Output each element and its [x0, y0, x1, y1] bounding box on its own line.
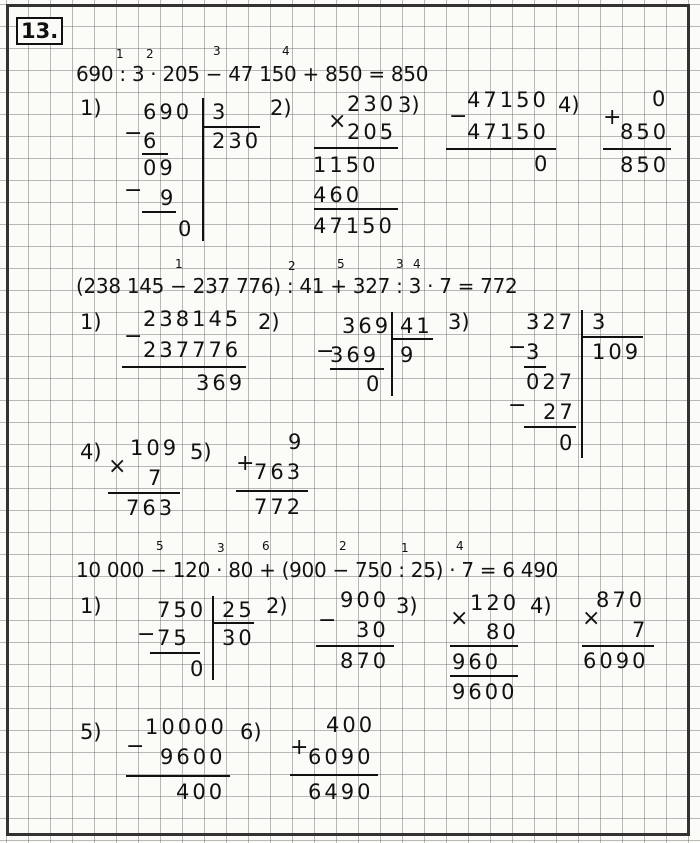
divisor: 25	[222, 598, 255, 622]
remainder: 0	[366, 372, 383, 396]
factor: 205	[347, 120, 397, 144]
sum-line	[314, 208, 398, 210]
divisor-line	[391, 338, 433, 340]
order-mark: 2	[146, 47, 154, 61]
product: 9600	[452, 680, 518, 704]
step-label: 4)	[80, 440, 102, 464]
times-sign: ×	[328, 109, 347, 134]
partial-product: 460	[313, 183, 363, 207]
times-sign: ×	[450, 606, 469, 631]
quotient: 109	[592, 340, 642, 364]
step-label: 3)	[398, 93, 420, 117]
minus-sign: −	[124, 178, 143, 203]
plus-sign: +	[236, 451, 255, 476]
step-label: 6)	[240, 720, 262, 744]
step-label: 1)	[80, 594, 102, 618]
partial-subtrahend: 9	[160, 186, 177, 210]
subtraction-line	[122, 366, 246, 368]
order-mark: 2	[288, 259, 296, 273]
order-mark: 4	[456, 539, 464, 553]
divisor-line	[202, 126, 260, 128]
order-mark: 5	[156, 539, 164, 553]
partial-subtrahend: 75	[157, 626, 190, 650]
minus-sign: −	[126, 734, 145, 759]
subtraction-line	[126, 775, 230, 777]
expression-2: (238 145 − 237 776) : 41 + 327 : 3 · 7 = 772	[76, 274, 518, 298]
minuend: 47150	[467, 88, 549, 112]
subtrahend: 9600	[160, 745, 226, 769]
step-label: 5)	[190, 440, 212, 464]
task-number: 13.	[16, 17, 63, 45]
factor: 109	[130, 436, 180, 460]
minuend: 900	[340, 588, 390, 612]
order-mark: 3	[217, 541, 225, 555]
division-bar	[391, 312, 393, 396]
minus-sign: −	[449, 104, 468, 129]
minus-sign: −	[318, 608, 337, 633]
divisor: 41	[400, 314, 433, 338]
quotient: 9	[400, 343, 417, 367]
addition-line	[290, 774, 378, 776]
remainder: 0	[178, 217, 195, 241]
dividend: 750	[157, 598, 207, 622]
subtrahend: 237776	[143, 338, 242, 362]
subtraction-line	[524, 366, 546, 368]
minus-sign: −	[508, 335, 527, 360]
subtraction-line	[446, 148, 556, 150]
quotient: 230	[212, 129, 262, 153]
subtraction-line	[142, 153, 168, 155]
dividend: 369	[342, 314, 392, 338]
difference: 0	[534, 152, 551, 176]
subtraction-line	[142, 211, 176, 213]
dividend: 327	[526, 310, 576, 334]
division-bar	[212, 596, 214, 680]
addend: 400	[326, 713, 376, 737]
addition-line	[236, 490, 308, 492]
minus-sign: −	[124, 324, 143, 349]
difference: 870	[340, 649, 390, 673]
order-mark: 1	[116, 47, 124, 61]
remainder: 0	[559, 431, 576, 455]
minus-sign: −	[508, 393, 527, 418]
partial-subtrahend: 3	[526, 340, 543, 364]
subtraction-line	[524, 426, 576, 428]
partial-subtrahend: 369	[330, 343, 380, 367]
step-label: 3)	[448, 310, 470, 334]
order-mark: 3	[213, 44, 221, 58]
addend: 6090	[308, 745, 374, 769]
sum: 850	[620, 153, 670, 177]
partial-remainder: 027	[526, 370, 576, 394]
times-sign: ×	[108, 454, 127, 479]
step-label: 5)	[80, 720, 102, 744]
addend: 850	[620, 120, 670, 144]
multiplication-line	[450, 645, 518, 647]
order-mark: 1	[175, 257, 183, 271]
multiplication-line	[108, 492, 180, 494]
division-bar	[202, 98, 204, 241]
difference: 400	[176, 780, 226, 804]
divisor: 3	[592, 310, 609, 334]
step-label: 4)	[530, 594, 552, 618]
subtraction-line	[330, 368, 384, 370]
subtrahend: 47150	[467, 120, 549, 144]
partial-subtrahend: 27	[543, 400, 576, 424]
factor: 230	[347, 92, 397, 116]
factor: 80	[486, 620, 519, 644]
expression-3: 10 000 − 120 · 80 + (900 − 750 : 25) · 7 = 6 490	[76, 558, 559, 582]
factor: 7	[148, 466, 165, 490]
plus-sign: +	[290, 735, 309, 760]
factor: 870	[596, 588, 646, 612]
order-mark: 4	[282, 44, 290, 58]
subtraction-line	[316, 645, 394, 647]
times-sign: ×	[582, 606, 601, 631]
sum: 772	[254, 495, 304, 519]
minus-sign: −	[124, 121, 143, 146]
minus-sign: −	[137, 622, 156, 647]
order-mark: 2	[339, 539, 347, 553]
product: 6090	[583, 649, 649, 673]
addend: 9	[288, 430, 305, 454]
difference: 369	[196, 371, 246, 395]
minuend: 238145	[143, 307, 242, 331]
step-label: 3)	[396, 594, 418, 618]
step-label: 2)	[266, 594, 288, 618]
divisor: 3	[212, 100, 229, 124]
partial-product: 1150	[313, 153, 379, 177]
remainder: 0	[190, 657, 207, 681]
multiplication-line	[582, 645, 654, 647]
step-label: 1)	[80, 96, 102, 120]
dividend: 690	[143, 100, 193, 124]
order-mark: 4	[413, 257, 421, 271]
minuend: 10000	[145, 715, 227, 739]
factor: 7	[632, 618, 649, 642]
order-mark: 1	[401, 541, 409, 555]
partial-remainder: 09	[143, 156, 176, 180]
factor: 120	[470, 591, 520, 615]
addend: 0	[652, 87, 669, 111]
subtrahend: 30	[356, 618, 389, 642]
step-label: 1)	[80, 310, 102, 334]
quotient: 30	[222, 626, 255, 650]
plus-sign: +	[603, 105, 622, 130]
partial-subtrahend: 6	[143, 129, 160, 153]
step-label: 2)	[270, 96, 292, 120]
product: 763	[126, 496, 176, 520]
order-mark: 3	[396, 257, 404, 271]
order-mark: 6	[262, 539, 270, 553]
product: 47150	[313, 214, 395, 238]
order-mark: 5	[337, 257, 345, 271]
step-label: 2)	[258, 310, 280, 334]
divisor-line	[212, 622, 254, 624]
divisor-line	[581, 336, 643, 338]
sum-line	[450, 675, 518, 677]
expression-1: 690 : 3 · 205 − 47 150 + 850 = 850	[76, 62, 429, 86]
sum: 6490	[308, 780, 374, 804]
multiplication-line	[314, 147, 398, 149]
division-bar	[581, 310, 583, 458]
addend: 763	[254, 460, 304, 484]
addition-line	[603, 148, 671, 150]
step-label: 4)	[558, 93, 580, 117]
subtraction-line	[150, 652, 200, 654]
partial-product: 960	[452, 650, 502, 674]
minus-sign: −	[316, 339, 335, 364]
